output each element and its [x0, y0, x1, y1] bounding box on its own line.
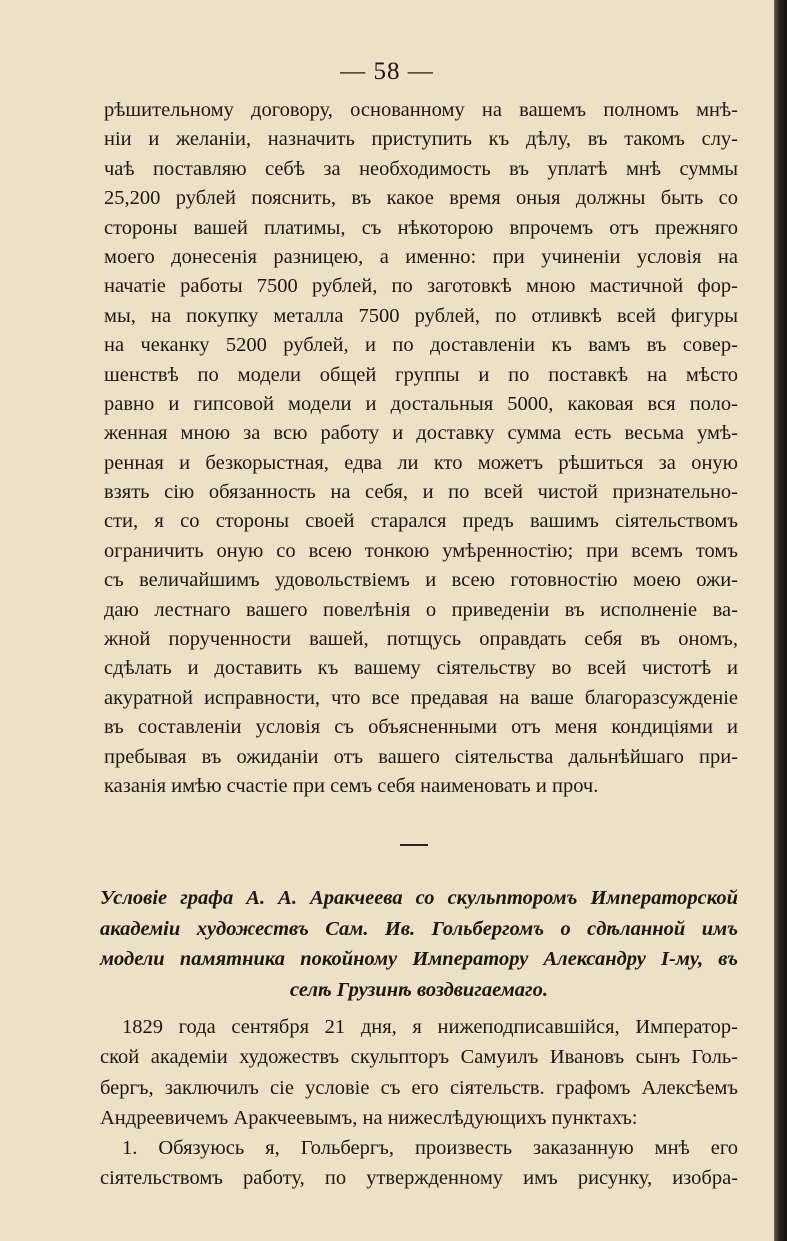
text-line: чаѣ поставляю себѣ за необходимость въ уплатѣ мнѣ суммы — [104, 157, 738, 180]
text-line: мы, на покупку металла 7500 рублей, по отливкѣ всей фигуры — [104, 304, 738, 327]
text-line: ской академiи художествъ скульпторъ Самуилъ Ивановъ сынъ Голь- — [100, 1046, 738, 1069]
text-line: бергъ, заключилъ сiе условiе съ его сiятельств. графомъ Алексѣемъ — [100, 1076, 738, 1099]
text-line: ограничить оную со всею тонкою умѣренностiю; при всемъ томъ — [104, 539, 738, 562]
page-edge-shadow — [774, 0, 787, 1241]
text-line: въ составленiи условiя съ объясненными отъ меня кондицiями и — [104, 716, 738, 739]
text-line: рѣшительному договору, основанному на вашемъ полномъ мнѣ- — [104, 99, 738, 121]
heading-line: Условiе графа А. А. Аракчеева со скульпторомъ Императорской — [100, 887, 738, 909]
text-line: нiи и желанiи, назначить приступить къ дѣлу, въ такомъ слу- — [104, 128, 738, 151]
text-line: съ величайшимъ удовольствiемъ и всею готовностiю моею ожи- — [104, 569, 738, 592]
text-line: 1829 года сентября 21 дня, я нижеподписавшiйся, Император- — [122, 1016, 738, 1038]
section-divider — [400, 844, 428, 846]
text-line: пребывая въ ожиданiи отъ вашего сiятельства дальнѣйшаго при- — [104, 745, 738, 768]
text-line: сiятельствомъ работу, по утвержденному имъ рисунку, изобра- — [100, 1167, 738, 1190]
text-line: взять сiю обязанность на себя, и по всей чистой признательно- — [104, 481, 738, 504]
text-line: женная мною за всю работу и доставку сумма есть весьма умѣ- — [104, 422, 738, 445]
text-line: шенствѣ по модели общей группы и по поставкѣ на мѣсто — [104, 363, 738, 386]
text-line: 1. Обязуюсь я, Гольбергъ, произвесть заказанную мнѣ его — [122, 1137, 738, 1160]
text-line: акуратной исправности, что все предавая на ваше благоразсужденiе — [104, 686, 738, 709]
text-line: начатiе работы 7500 рублей, по заготовкѣ мною мастичной фор- — [104, 275, 738, 298]
contract-text — [100, 1012, 738, 1194]
text-line: казанiя имѣю счастiе при семъ себя наименовать и проч. — [104, 774, 599, 797]
text-line: жной порученности вашей, потщусь оправдать себя въ ономъ, — [104, 628, 738, 651]
text-line: ренная и безкорыстная, едва ли кто можетъ рѣшиться за оную — [104, 451, 738, 474]
text-line: Андреевичемъ Аракчеевымъ, на нижеслѣдующихъ пунктахъ: — [100, 1106, 638, 1129]
text-line: 25,200 рублей пояснить, въ какое время оныя должны быть со — [104, 187, 738, 210]
text-line: сти, я со стороны своей старался предъ вашимъ сiятельствомъ — [104, 510, 738, 533]
text-line: сдѣлать и доставить къ вашему сiятельству во всей чистотѣ и — [104, 657, 738, 680]
section-heading — [100, 883, 738, 1005]
text-line: на чеканку 5200 рублей, и по доставленiи къ вамъ въ совер- — [104, 334, 738, 357]
page-number: — 58 — — [340, 58, 434, 85]
letter-text — [104, 96, 738, 801]
text-line: стороны вашей платимы, съ нѣкоторою впрочемъ отъ прежняго — [104, 216, 738, 239]
heading-line: селѣ Грузинѣ воздвигаемаго. — [290, 978, 548, 1001]
heading-line: модели памятника покойному Императору Александру I-му, въ — [100, 948, 738, 970]
text-line: моего донесенiя разницею, а именно: при учиненiи условiя на — [104, 245, 738, 268]
text-line: даю лестнаго вашего повелѣнiя о приведенiи въ исполненiе ва- — [104, 598, 738, 621]
text-line: равно и гипсовой модели и достальныя 5000, каковая вся поло- — [104, 392, 738, 415]
heading-line: академiи художествъ Сам. Ив. Гольбергомъ о сдѣланной имъ — [100, 917, 738, 940]
